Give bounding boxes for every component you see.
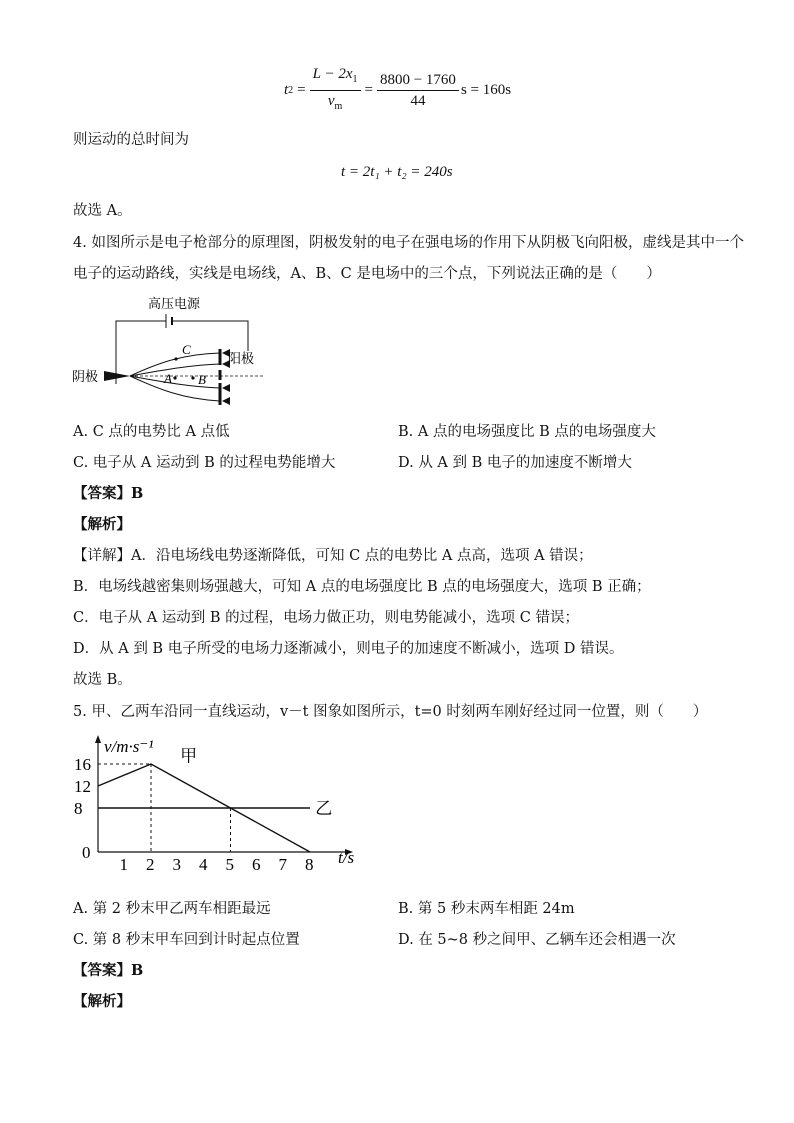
q5-option-c: C. 第 8 秒末甲车回到计时起点位置 (73, 932, 300, 948)
point-b-dot (191, 376, 194, 379)
q4-option-d: D. 从 A 到 B 电子的加速度不断增大 (398, 455, 632, 471)
q4-option-b: B. A 点的电场强度比 B 点的电场强度大 (398, 424, 656, 440)
x-tick-label: 4 (199, 855, 208, 874)
eq-frac2-den: 44 (410, 92, 426, 109)
x-axis-label: t/s (338, 848, 355, 867)
series-label-yi: 乙 (315, 799, 333, 818)
eq-equals: = (297, 81, 306, 98)
anode-label: 阳极 (228, 351, 255, 366)
x-tick-label: 6 (252, 855, 261, 874)
q4-stem-line1: 4. 如图所示是电子枪部分的原理图，阴极发射的电子在强电场的作用下从阴极飞向阳极，虚线是其中一个 (73, 235, 744, 251)
x-tick-label: 3 (172, 855, 181, 874)
equation-t2 (284, 65, 512, 112)
y-tick-label: 12 (74, 777, 91, 796)
q4-detail-d: D．从 A 到 B 电子所受的电场力逐渐减小，则电子的加速度不断减小，选项 D 错误。 (73, 641, 624, 657)
q4-analysis-heading: 【解析】 (73, 516, 131, 533)
point-c-label: C (182, 342, 191, 357)
eq-t2-lhs-sub: 2 (288, 84, 294, 96)
x-tick-label: 5 (225, 855, 234, 874)
q4-detail-c: C．电子从 A 运动到 B 的过程，电场力做正功，则电势能减小，选项 C 错误； (73, 610, 579, 626)
cathode-tip (104, 371, 130, 381)
y-tick-label: 16 (74, 755, 91, 774)
q4-option-c: C. 电子从 A 运动到 B 的过程电势能增大 (73, 455, 336, 471)
point-c-dot (174, 357, 177, 360)
q4-option-a: A. C 点的电势比 A 点低 (73, 424, 230, 440)
q4-detail-a: 【详解】A．沿电场线电势逐渐降低，可知 C 点的电势比 A 点高，选项 A 错误； (73, 548, 593, 564)
eq-frac2 (377, 70, 459, 111)
eq-frac1 (310, 64, 361, 117)
y-axis-label: v/m·s⁻¹ (104, 737, 154, 756)
q4-answer: 【答案】B (73, 485, 144, 502)
vt-chart (68, 730, 368, 880)
conclusion-a: 故选 A。 (73, 203, 132, 219)
total-time-text: 则运动的总时间为 (73, 132, 189, 148)
circuit-wire-left (116, 321, 166, 384)
arrow-4 (222, 397, 230, 405)
q5-analysis-heading: 【解析】 (73, 993, 131, 1010)
series-label-jia: 甲 (180, 746, 198, 766)
q5-option-d: D. 在 5~8 秒之间甲、乙辆车还会相遇一次 (398, 932, 676, 948)
x-tick-label: 1 (119, 855, 128, 874)
q5-answer: 【答案】B (73, 962, 144, 979)
x-tick-label: 7 (278, 855, 287, 874)
eq-t2-lhs: t (284, 81, 289, 98)
x-tick-label: 2 (146, 855, 155, 874)
electron-gun-diagram (68, 293, 308, 413)
eq-equals-2: = (364, 81, 373, 98)
y-axis-arrow (95, 735, 101, 743)
q4-stem-line2: 电子的运动路线，实线是电场线，A、B、C 是电场中的三个点，下列说法正确的是（ ） (73, 266, 661, 282)
eq-frac1-num-sub: 1 (352, 73, 358, 85)
point-a-dot (173, 376, 176, 379)
q5-stem: 5. 甲、乙两车沿同一直线运动，v－t 图象如图所示，t=0 时刻两车刚好经过同一位置，则（ ） (73, 704, 708, 720)
field-line-4 (130, 376, 220, 401)
power-supply-label: 高压电源 (148, 296, 201, 311)
q5-option-a: A. 第 2 秒末甲乙两车相距最远 (73, 901, 271, 917)
eq-t2-result: s = 160s (460, 81, 512, 98)
eq-frac1-den: v (327, 92, 335, 109)
q5-option-b: B. 第 5 秒末两车相距 24m (398, 901, 575, 917)
point-a-label: A (164, 371, 172, 386)
equation-total-t: t = 2t₁ + t₂ = 240s (341, 164, 453, 180)
cathode-label: 阴极 (72, 369, 99, 384)
point-b-label: B (198, 372, 206, 387)
x-tick-label: 8 (305, 855, 314, 874)
arrow-3 (222, 384, 230, 392)
y-tick-label: 0 (82, 843, 91, 862)
q4-detail-b: B．电场线越密集则场强越大，可知 A 点的电场强度比 B 点的电场强度大，选项 B 正确； (73, 579, 651, 595)
eq-frac1-den-sub: m (334, 100, 343, 112)
q4-conclusion: 故选 B。 (73, 672, 132, 688)
y-tick-label: 8 (74, 799, 83, 818)
eq-frac2-num: 8800 − 1760 (377, 70, 459, 91)
eq-frac1-num: L − 2x (312, 65, 353, 82)
